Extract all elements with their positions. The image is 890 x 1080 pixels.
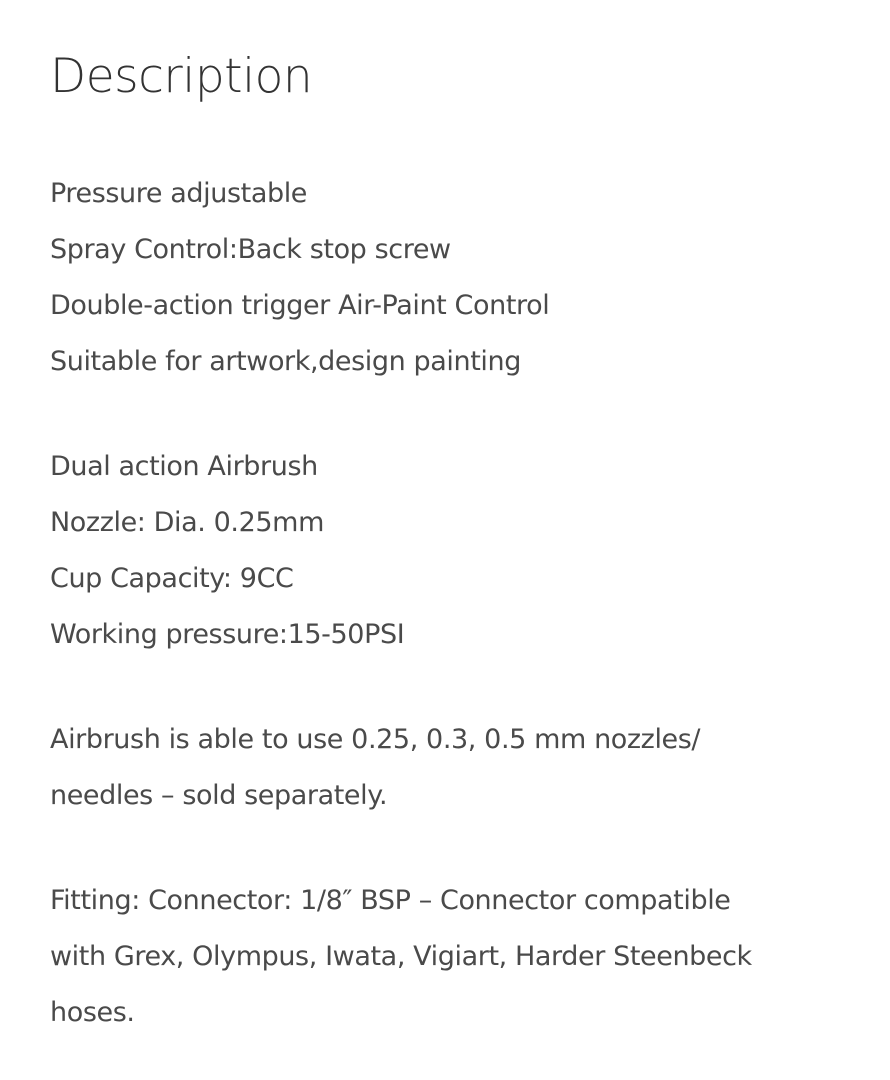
spec-line: Working pressure:15-50PSI — [50, 619, 405, 650]
nozzles-line: Airbrush is able to use 0.25, 0.3, 0.5 mm nozzles/ — [50, 724, 701, 755]
spec-line: Cup Capacity: 9CC — [50, 563, 294, 594]
nozzles-paragraph — [50, 712, 840, 824]
specs-paragraph — [50, 439, 840, 663]
nozzles-line: needles – sold separately. — [50, 780, 388, 811]
fitting-line: with Grex, Olympus, Iwata, Vigiart, Harder Steenbeck — [50, 941, 752, 972]
feature-line: Spray Control:Back stop screw — [50, 234, 451, 265]
features-paragraph — [50, 166, 840, 390]
section-title: Description — [50, 49, 313, 104]
spec-line: Nozzle: Dia. 0.25mm — [50, 507, 324, 538]
feature-line: Suitable for artwork,design painting — [50, 346, 521, 377]
fitting-paragraph — [50, 873, 840, 1041]
feature-line: Pressure adjustable — [50, 178, 308, 209]
feature-line: Double-action trigger Air-Paint Control — [50, 290, 550, 321]
spec-line: Dual action Airbrush — [50, 451, 318, 482]
fitting-line: hoses. — [50, 997, 135, 1028]
fitting-line: Fitting: Connector: 1/8″ BSP – Connector compatible — [50, 885, 731, 916]
